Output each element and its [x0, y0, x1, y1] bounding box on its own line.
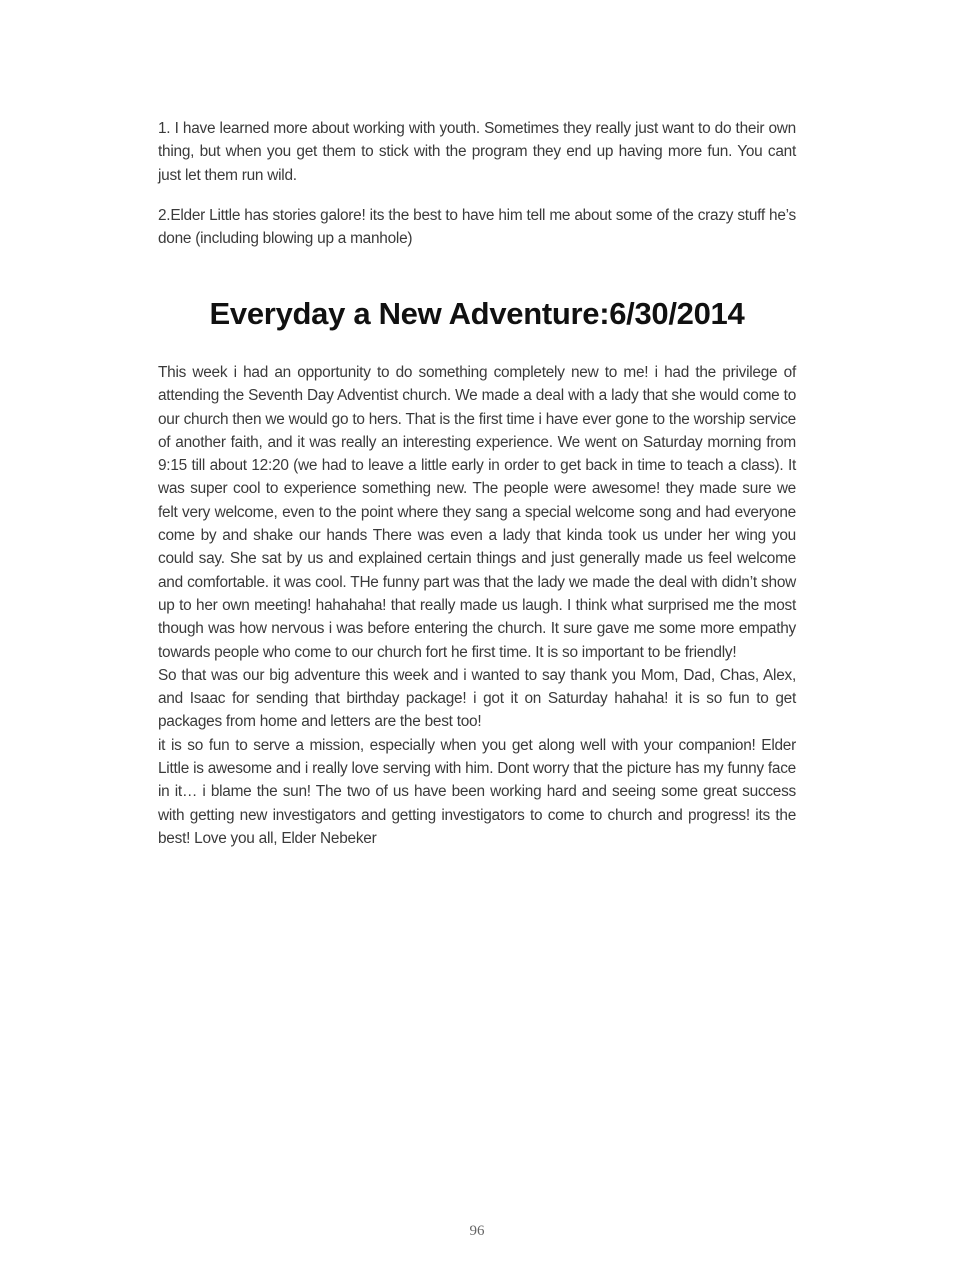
page-number: 96	[469, 1223, 485, 1239]
section-body	[158, 361, 796, 850]
body-paragraph: it is so fun to serve a mission, especially when you get along well with your companion! Elder Little is awesome and i really love serving with him. Dont worry that the picture has my funny face in it… i blame the sun! The two of us have been working hard and seeing some great success with getting new investigators and getting investigators to come to church and progress! its the best! Love you all, Elder Nebeker	[158, 736, 796, 847]
section-title: Everyday a New Adventure:6/30/2014	[209, 296, 745, 331]
body-paragraph: This week i had an opportunity to do something completely new to me! i had the privilege of attending the Seventh Day Adventist church. We made a deal with a lady that she would come to our church then we would go to hers. That is the first time i have ever gone to the worship service of another faith, and it was really an interesting experience. We went on Saturday morning from 9:15 till about 12:20 (we had to leave a little early in order to get back in time to teach a class). It was super cool to experience something new. The people were awesome! they made sure we felt very welcome, even to the point where they sang a special welcome song and had everyone come by and shake our hands There was even a lady that kinda took us under her wing you could say. She sat by us and explained certain things and just generally made us feel welcome and comfortable. it was cool. THe funny part was that the lady we made the deal with didn’t show up to her own meeting! hahahaha! that really made us laugh. I think what surprised me the most though was how nervous i was before entering the church. It sure gave me some more empathy towards people who come to our church fort he first time. It is so important to be friendly!	[158, 364, 796, 661]
intro-item-1: 1. I have learned more about working with youth. Sometimes they really just want to do their own thing, but when you get them to stick with the program they end up having more fun. You cant just let them run wild.	[158, 120, 796, 184]
intro-item-2: 2.Elder Little has stories galore! its the best to have him tell me about some of the crazy stuff he’s done (including blowing up a manhole)	[158, 207, 796, 248]
body-paragraph: So that was our big adventure this week and i wanted to say thank you Mom, Dad, Chas, Alex, and Isaac for sending that birthday package! i got it on Saturday hahaha! it is so fun to get packages from home and letters are the best too!	[158, 666, 796, 731]
